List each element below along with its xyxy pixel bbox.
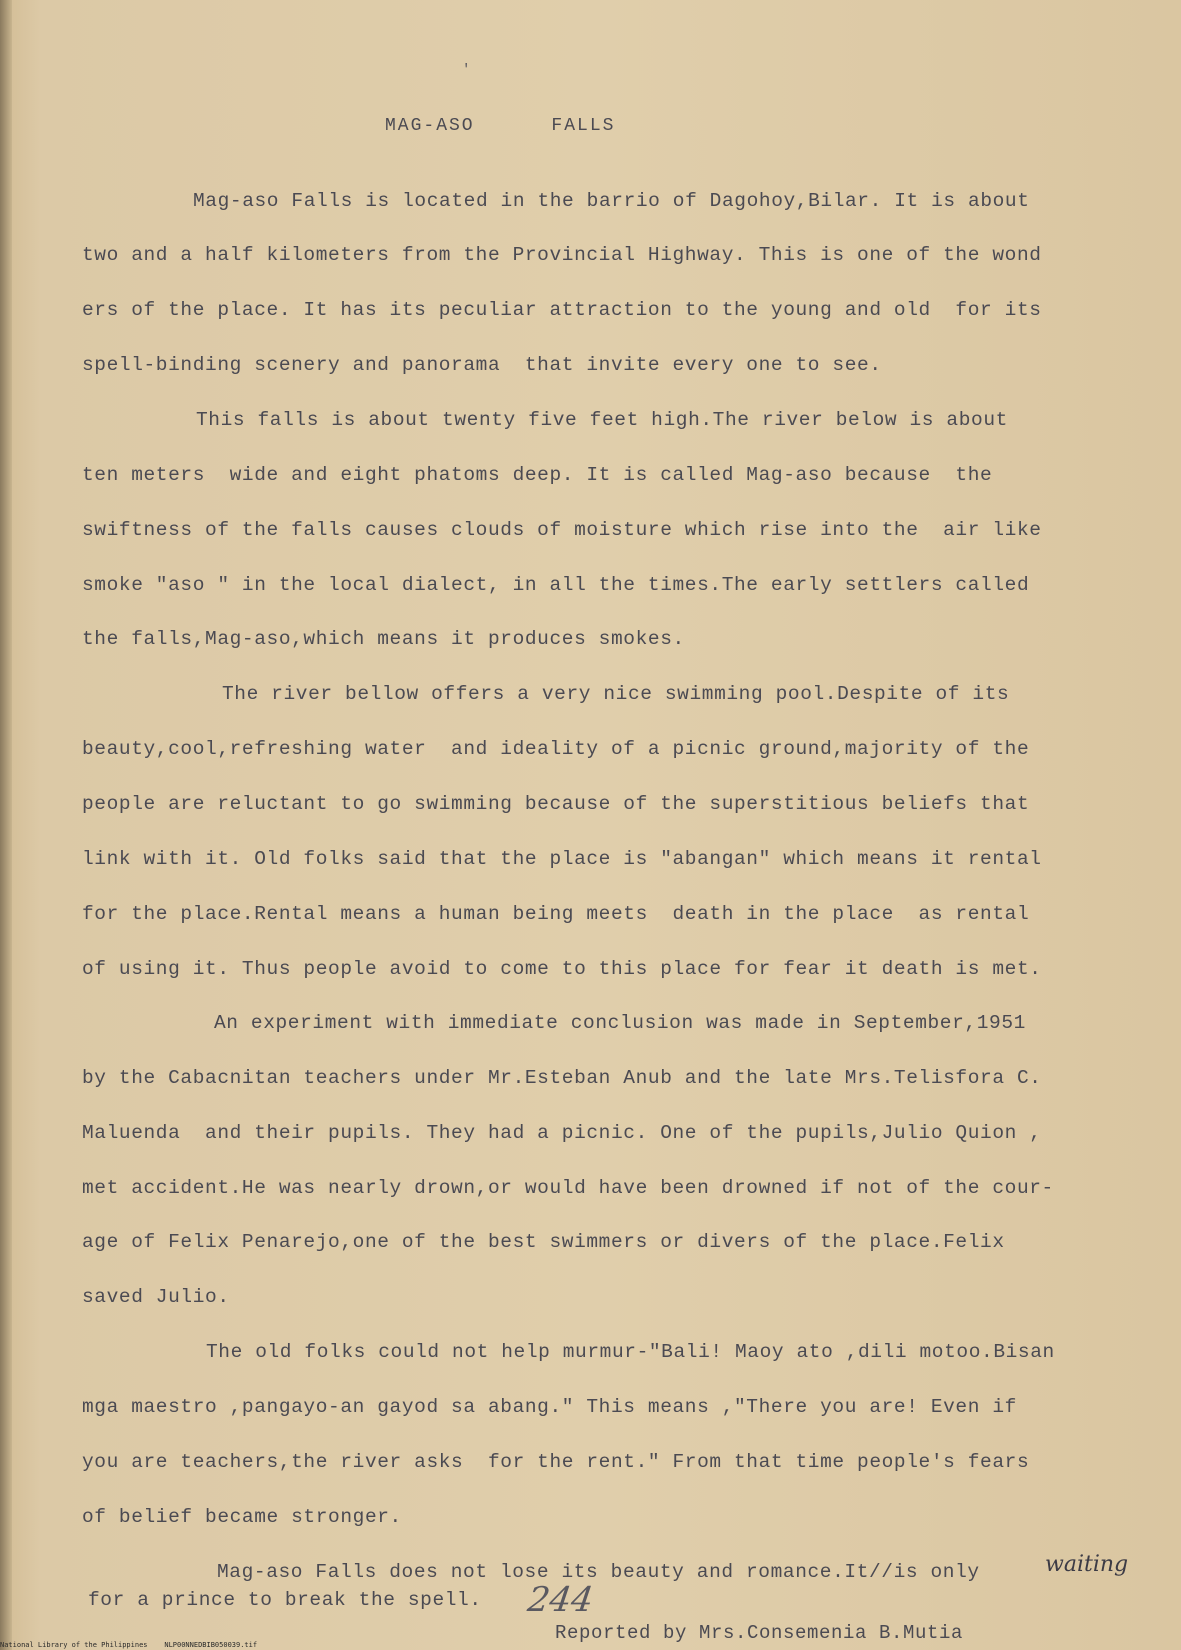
text-line: The old folks could not help murmur-"Bali! Maoy ato ,dili motoo.Bisan [206,1341,1055,1363]
text-line: the falls,Mag-aso,which means it produces smokes. [82,628,685,650]
text-line: ers of the place. It has its peculiar attraction to the young and old for its [82,299,1042,321]
text-line: Mag-aso Falls is located in the barrio of Dagohoy,Bilar. It is about [193,190,1030,212]
page-binding-edge [0,0,12,1650]
reporter-signature-line: Reported by Mrs.Consemenia B.Mutia [555,1622,964,1644]
text-line: saved Julio. [82,1286,230,1308]
text-line: Mag-aso Falls does not lose its beauty and romance.It//is only [217,1561,980,1583]
text-line: Maluenda and their pupils. They had a picnic. One of the pupils,Julio Quion , [82,1122,1042,1144]
text-line: for the place.Rental means a human being meets death in the place as rental [82,903,1030,925]
text-line: by the Cabacnitan teachers under Mr.Esteban Anub and the late Mrs.Telisfora C. [82,1067,1042,1089]
text-line: link with it. Old folks said that the place is "abangan" which means it rental [82,848,1042,870]
text-line: people are reluctant to go swimming because of the superstitious beliefs that [82,793,1030,815]
text-line: of using it. Thus people avoid to come to this place for fear it death is met. [82,958,1042,980]
ink-speck: ' [462,62,471,78]
text-line: The river bellow offers a very nice swimming pool.Despite of its [222,683,1010,705]
text-line: This falls is about twenty five feet high.The river below is about [196,409,1008,431]
text-line: for a prince to break the spell. [88,1589,482,1611]
page-number: 244 [525,1580,596,1620]
text-line: of belief became stronger. [82,1506,402,1528]
text-line: smoke "aso " in the local dialect, in all the times.The early settlers called [82,574,1030,596]
text-line: two and a half kilometers from the Provincial Highway. This is one of the wond [82,244,1042,266]
text-line: met accident.He was nearly drown,or would have been drowned if not of the cour- [82,1177,1054,1199]
text-line: you are teachers,the river asks for the rent." From that time people's fears [82,1451,1030,1473]
text-line: mga maestro ,pangayo-an gayod sa abang." This means ,"There you are! Even if [82,1396,1017,1418]
text-line: age of Felix Penarejo,one of the best swimmers or divers of the place.Felix [82,1231,1005,1253]
text-line: swiftness of the falls causes clouds of moisture which rise into the air like [82,519,1042,541]
text-line: ten meters wide and eight phatoms deep. It is called Mag-aso because the [82,464,993,486]
document-title: MAG-ASO FALLS [385,116,616,136]
archive-footer: National Library of the Philippines NLP00NNEDBIB050039.tif [0,1641,258,1649]
handwritten-insert: waiting [1045,1552,1129,1577]
text-line: spell-binding scenery and panorama that invite every one to see. [82,354,882,376]
text-line: An experiment with immediate conclusion was made in September,1951 [214,1012,1026,1034]
text-line: beauty,cool,refreshing water and ideality of a picnic ground,majority of the [82,738,1030,760]
